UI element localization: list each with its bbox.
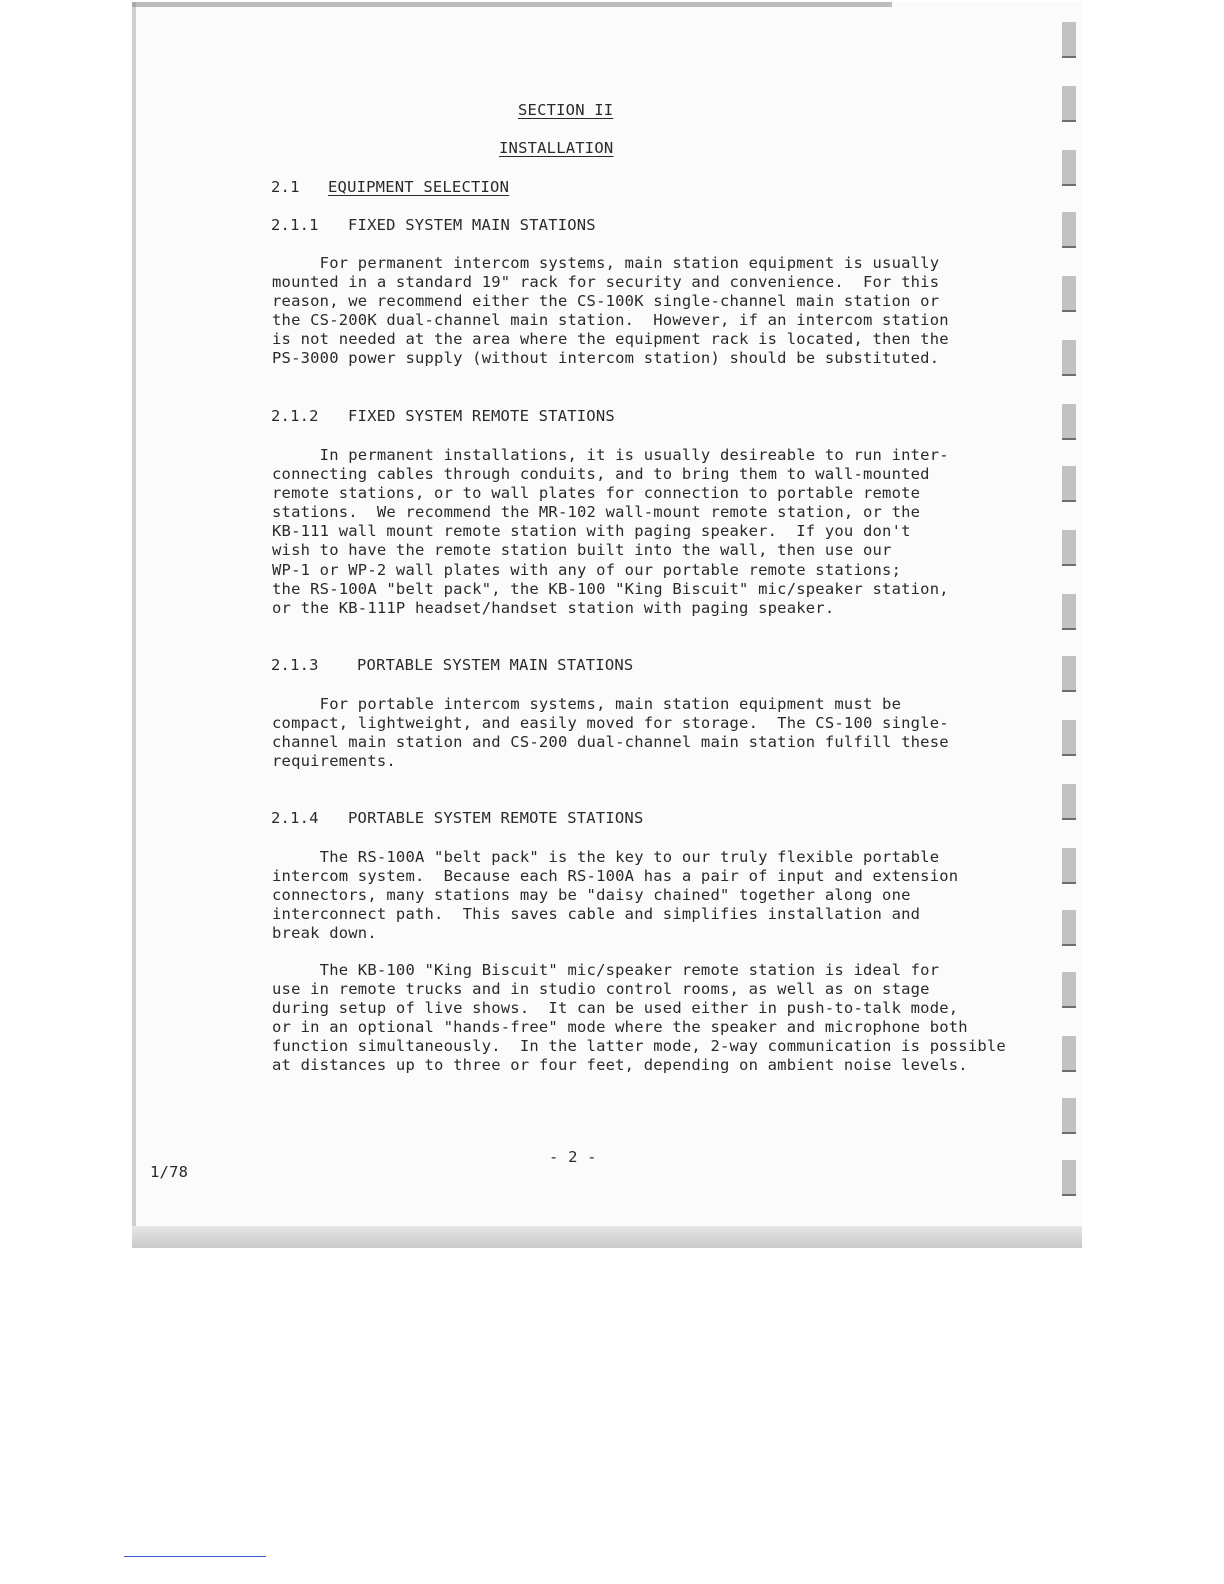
section-heading: SECTION II bbox=[518, 101, 614, 119]
subsection-title: PORTABLE SYSTEM REMOTE STATIONS bbox=[348, 809, 644, 827]
section-title: EQUIPMENT SELECTION bbox=[328, 178, 510, 196]
binder-mark bbox=[1062, 784, 1076, 820]
binder-mark bbox=[1062, 276, 1076, 312]
underline-rule bbox=[124, 1556, 266, 1557]
binder-mark bbox=[1062, 22, 1076, 58]
paragraph: The RS-100A "belt pack" is the key to our truly flexible portable intercom system. Because each RS-100A has a pair of input and extension connectors, many stations may be "daisy chained" together along one interconnect path. This saves cable and simplifies installation and break down. bbox=[272, 848, 959, 943]
binder-mark bbox=[1062, 594, 1076, 630]
binder-mark bbox=[1062, 530, 1076, 566]
binder-mark bbox=[1062, 150, 1076, 186]
subsection-number: 2.1.2 bbox=[271, 407, 319, 425]
binder-mark bbox=[1062, 86, 1076, 122]
binder-mark bbox=[1062, 212, 1076, 248]
paragraph: For permanent intercom systems, main station equipment is usually mounted in a standard 19" rack for security and convenience. For this reason, we recommend either the CS-100K single-channel main station or the CS-200K dual-channel main station. However, if an intercom station is not needed at the area where the equipment rack is located, then the PS-3000 power supply (without intercom station) should be substituted. bbox=[272, 254, 949, 368]
page-top-edge bbox=[132, 2, 892, 7]
subsection-number: 2.1.4 bbox=[271, 809, 319, 827]
binder-mark bbox=[1062, 720, 1076, 756]
binder-mark bbox=[1062, 848, 1076, 884]
paragraph: The KB-100 "King Biscuit" mic/speaker remote station is ideal for use in remote trucks and in studio control rooms, as well as on stage during setup of live shows. It can be used either in push-to-talk mode, or in an optional "hands-free" mode where the speaker and microphone both function simultaneously. In the latter mode, 2-way communication is possible at distances up to three or four feet, depending on ambient noise levels. bbox=[272, 961, 1006, 1075]
page-bottom-edge bbox=[132, 1226, 1082, 1248]
subsection-title: FIXED SYSTEM MAIN STATIONS bbox=[348, 216, 596, 234]
binder-mark bbox=[1062, 656, 1076, 692]
subsection-title: FIXED SYSTEM REMOTE STATIONS bbox=[348, 407, 615, 425]
binder-mark bbox=[1062, 340, 1076, 376]
subsection-number: 2.1.1 bbox=[271, 216, 319, 234]
page-title: INSTALLATION bbox=[499, 139, 614, 157]
paragraph: In permanent installations, it is usually desireable to run inter- connecting cables through conduits, and to bring them to wall-mounted remote stations, or to wall plates for connection to portable remote stations. We recommend the MR-102 wall-mount remote station, or the KB-111 wall mount remote station with paging speaker. If you don't wish to have the remote station built into the wall, then use our WP-1 or WP-2 wall plates with any of our portable remote stations; the RS-100A "belt pack", the KB-100 "King Biscuit" mic/speaker station, or the KB-111P headset/handset station with paging speaker. bbox=[272, 446, 949, 617]
page-number: - 2 - bbox=[549, 1148, 597, 1166]
paragraph: For portable intercom systems, main station equipment must be compact, lightweight, and easily moved for storage. The CS-100 single- channel main station and CS-200 dual-channel main station fulfill these requirements. bbox=[272, 695, 949, 771]
section-number: 2.1 bbox=[271, 178, 300, 196]
subsection-title: PORTABLE SYSTEM MAIN STATIONS bbox=[357, 656, 634, 674]
binder-mark bbox=[1062, 466, 1076, 502]
binder-mark bbox=[1062, 1036, 1076, 1072]
binder-mark bbox=[1062, 972, 1076, 1008]
binder-mark bbox=[1062, 1160, 1076, 1196]
subsection-number: 2.1.3 bbox=[271, 656, 319, 674]
binder-mark bbox=[1062, 1098, 1076, 1134]
binder-mark bbox=[1062, 910, 1076, 946]
date-code: 1/78 bbox=[150, 1163, 189, 1181]
binder-mark bbox=[1062, 404, 1076, 440]
